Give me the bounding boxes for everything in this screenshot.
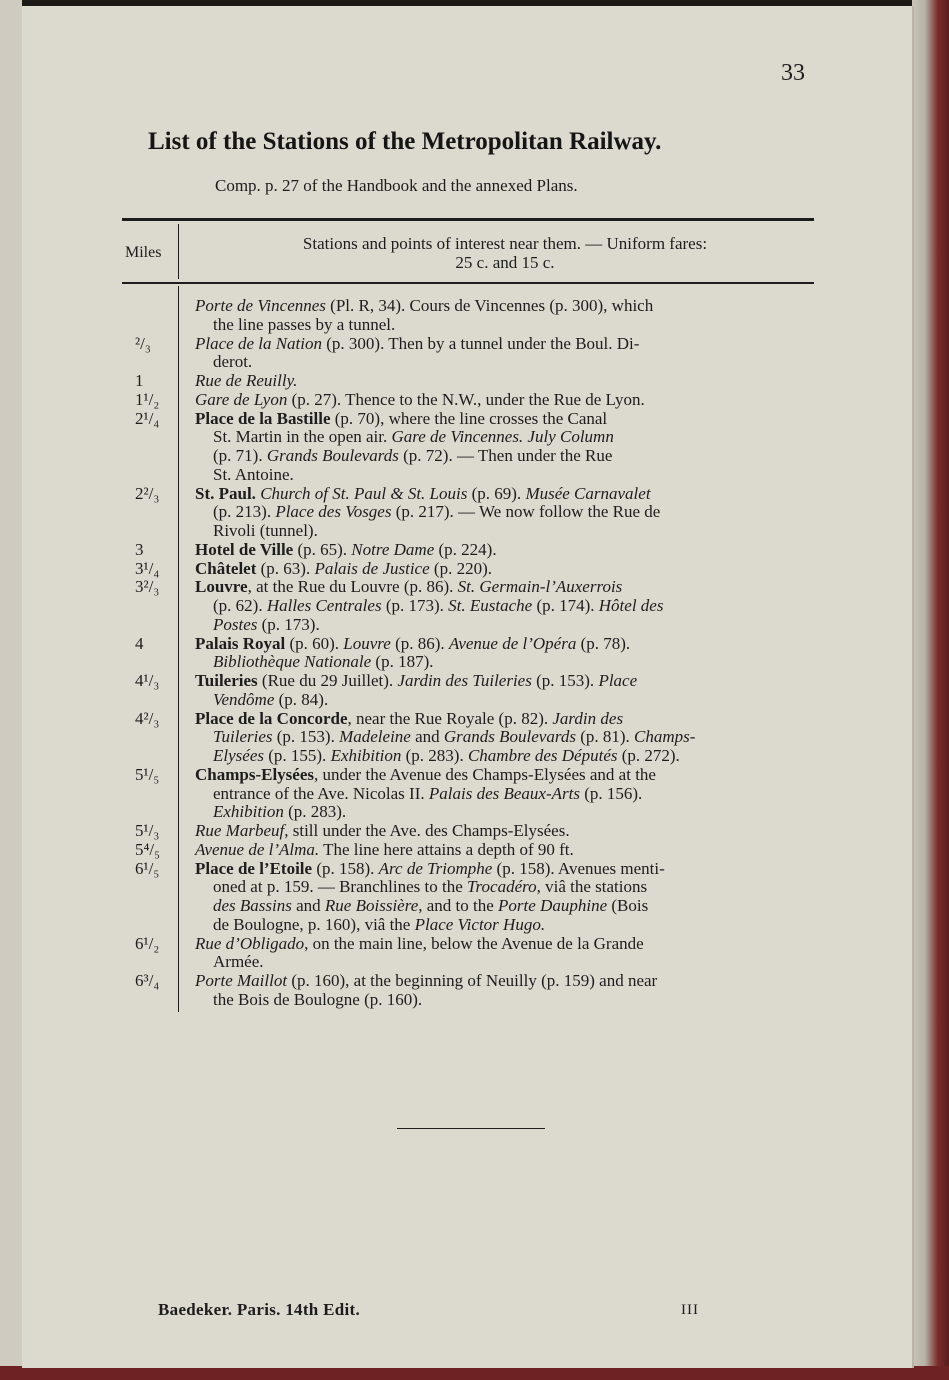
row-miles: 4¹/₃ [135,671,160,690]
row-entry [195,391,814,410]
book-spine-edge [912,0,949,1380]
place-name: Postes [213,614,258,634]
entry-line [195,672,814,691]
row-miles [122,297,178,335]
place-name: Gare de Vincennes. July Column [391,427,614,447]
row-entry [195,860,814,935]
entry-text: , at the Rue du Louvre (p. 86). [247,577,458,597]
header-stations-line1: Stations and points of interest near them. — Uniform fares: [302,234,708,253]
place-name: Rue d’Obligado [195,933,305,953]
place-name: St. Germain-l’Auxerrois [457,577,623,597]
entry-line [195,597,814,616]
row-miles: 2²/₃ [135,483,160,503]
entry-text: (p. 153). [272,727,340,747]
table-row [122,822,814,841]
table-row [122,635,814,673]
entry-line [195,878,814,897]
place-name: Champs- [634,727,696,747]
entry-text: (p. 217). — We now follow the Rue de [391,502,661,522]
row-miles: 1 [135,371,144,390]
place-name: Madeleine [339,727,411,747]
place-name: Place [598,671,638,690]
table-row [122,410,814,485]
row-entry [195,485,814,541]
entry-text: (p. 65). [293,539,352,559]
entry-line [195,972,814,991]
place-name: Louvre [343,633,391,653]
row-entry [195,335,814,373]
table-row [122,972,814,1010]
entry-text: (p. 158). Avenues menti- [492,858,665,878]
entry-text: and [410,727,444,747]
entry-text: (p. 62). [213,596,267,615]
entry-line [195,372,814,391]
entry-text: de Boulogne, p. 160), viâ the [213,914,415,934]
station-name: Place de la Concorde [195,708,348,728]
entry-text: entrance of the Ave. Nicolas II. [213,783,429,803]
table-row [122,372,814,391]
stations-table [122,297,814,1010]
entry-line [195,822,814,841]
entry-line [195,691,814,710]
entry-line [195,710,814,729]
place-name: des Bassins [213,896,292,915]
header-miles: Miles [125,244,162,261]
entry-text: the Bois de Boulogne (p. 160). [213,989,423,1009]
entry-text: Armée. [213,952,264,972]
row-entry [195,935,814,973]
place-name: Arc de Triomphe [378,858,493,878]
entry-line [195,616,814,635]
header-stations-line2: 25 c. and 15 c. [455,253,555,272]
place-name: Chambre des Députés [467,746,618,765]
table-row [122,485,814,541]
row-miles: ²/₃ [135,333,151,353]
entry-line [195,728,814,747]
entry-text: (Rue du 29 Juillet). [257,671,398,690]
place-name: Hôtel des [598,596,664,615]
place-name: Exhibition [330,746,402,765]
place-name: Exhibition [213,802,284,822]
entry-line [195,485,814,504]
entry-text: (p. 27). Thence to the N.W., under the Rue de Lyon. [287,389,645,409]
place-name: Porte de Vincennes [195,296,326,315]
entry-line [195,503,814,522]
table-row [122,860,814,935]
entry-text: , near the Rue Royale (p. 82). [347,708,553,728]
entry-text: (p. 220). [429,558,492,578]
entry-line [195,316,814,335]
row-miles: 2¹/₄ [135,408,160,428]
entry-line [195,916,814,935]
place-name: Bibliothèque Nationale [213,652,372,672]
station-name: Place de la Bastille [195,408,331,428]
place-name: Porte Maillot [195,971,288,990]
entry-line [195,841,814,860]
header-column-divider [178,224,179,279]
row-entry [195,297,814,335]
table-row [122,766,814,822]
place-name: Elysées [213,746,264,765]
row-miles: 3 [135,539,144,559]
entry-line [195,297,814,316]
entry-line [195,635,814,654]
place-name: Palais de Justice [314,558,430,578]
entry-text: (p. 272). [617,746,680,765]
table-top-rule [122,218,814,221]
place-name: Grands Boulevards [443,727,576,747]
table-row [122,297,814,335]
entry-text: (p. 173). [381,596,449,615]
book-left-edge [0,0,22,1380]
row-miles: 4 [135,633,144,653]
place-name: Trocadéro [467,877,537,897]
entry-line [195,391,814,410]
row-miles: 3²/₃ [135,577,160,597]
table-row [122,710,814,766]
entry-line [195,541,814,560]
entry-text: (p. 156). [579,783,643,803]
entry-text: (p. 213). [213,502,276,522]
footer-signature: III [681,1302,699,1318]
row-miles: 3¹/₄ [135,558,160,578]
entry-line [195,860,814,879]
place-name: Tuileries [213,727,273,747]
entry-line [195,447,814,466]
entry-text: (p. 72). — Then under the Rue [398,446,613,465]
entry-line [195,953,814,972]
entry-text: (p. 84). [274,689,329,709]
section-separator [397,1128,545,1129]
header-stations [196,234,814,272]
place-name: Jardin des Tuileries [397,671,532,690]
table-row [122,335,814,373]
entry-text: (Pl. R, 34). Cours de Vincennes (p. 300), which [325,296,654,315]
entry-text: , and to the [418,896,499,915]
entry-text: (p. 69). [467,483,526,503]
entry-text: St. Martin in the open air. [213,427,392,447]
entry-line [195,766,814,785]
table-header-rule [122,282,814,284]
row-entry [195,372,814,391]
row-entry [195,972,814,1010]
entry-line [195,991,814,1010]
station-name: Hotel de Ville [195,539,294,559]
place-name: Jardin des [552,708,624,728]
station-name: Place de l’Etoile [195,858,313,878]
entry-text: , still under the Ave. des Champs-Elysées. [284,821,570,840]
entry-text: (p. 70), where the line crosses the Canal [330,408,608,428]
station-name: Palais Royal [195,633,286,653]
entry-line [195,522,814,541]
place-name: Church of St. Paul & St. Louis [260,483,468,503]
entry-text: St. Antoine. [213,464,294,484]
entry-line [195,428,814,447]
entry-text: (p. 153). [531,671,599,690]
entry-text: (p. 63). [256,558,315,578]
page-title: List of the Stations of the Metropolitan Railway. [148,128,662,155]
table-row [122,560,814,579]
place-name: Rue Marbeuf [195,821,285,840]
entry-line [195,785,814,804]
entry-line [195,653,814,672]
table-row [122,391,814,410]
place-name: Vendôme [213,689,275,709]
table-row [122,935,814,973]
table-row [122,841,814,860]
book-bottom-edge [0,1366,949,1380]
row-entry [195,578,814,634]
place-name: Musée Carnavalet [525,483,651,503]
place-name: Avenue de l’Alma. [195,839,320,859]
page-number: 33 [781,60,805,86]
row-entry [195,410,814,485]
entry-text: (Bois [607,896,649,915]
entry-text: (p. 78). [576,633,631,653]
entry-text: (p. 81). [575,727,635,747]
entry-text: (p. 86). [390,633,449,653]
entry-text: Rivoli (tunnel). [213,521,318,540]
row-entry [195,672,814,710]
entry-text: (p. 155). [263,746,331,765]
station-name: Châtelet [195,558,257,578]
row-entry [195,710,814,766]
place-name: Halles Centrales [266,596,382,615]
page-subtitle: Comp. p. 27 of the Handbook and the annexed Plans. [215,176,578,195]
place-name: Place des Vosges [275,502,392,522]
row-entry [195,822,814,841]
entry-text: (p. 300). Then by a tunnel under the Boul. Di- [322,333,640,353]
entry-text: The line here attains a depth of 90 ft. [319,839,574,859]
place-name: Grands Boulevards [266,446,399,465]
entry-line [195,466,814,485]
entry-text: (p. 283). [283,802,347,822]
entry-line [195,803,814,822]
row-miles: 6¹/₂ [135,933,160,953]
place-name: Place Victor Hugo. [414,914,546,934]
table-row [122,672,814,710]
row-entry [195,541,814,560]
row-entry [195,841,814,860]
station-name: Louvre [195,577,248,597]
place-name: Rue Boissière [324,896,419,915]
row-entry [195,560,814,579]
station-name: Champs-Elysées [195,764,315,784]
entry-text: (p. 224). [434,539,497,559]
row-miles: 5¹/₅ [135,764,160,784]
place-name: Porte Dauphine [498,896,608,915]
table-row [122,541,814,560]
entry-line [195,353,814,372]
entry-line [195,335,814,354]
row-miles: 1¹/₂ [135,389,160,409]
entry-text: oned at p. 159. — Branchlines to the [213,877,468,897]
place-name: Palais des Beaux-Arts [428,783,580,803]
place-name: Notre Dame [351,539,435,559]
station-name: St. Paul. [195,483,256,503]
row-miles: 6¹/₅ [135,858,160,878]
place-name: Gare de Lyon [195,389,288,409]
row-miles: 4²/₃ [135,708,160,728]
entry-text: and [291,896,325,915]
entry-text: the line passes by a tunnel. [213,314,396,334]
entry-line [195,897,814,916]
entry-text: (p. 71). [213,446,267,465]
entry-text: (p. 174). [532,596,599,615]
entry-line [195,935,814,954]
entry-text: derot. [213,352,253,372]
station-name: Tuileries [195,671,258,690]
entry-text: (p. 160), at the beginning of Neuilly (p. 159) and near [287,971,658,990]
entry-text: (p. 187). [371,652,434,672]
entry-text: (p. 60). [285,633,344,653]
row-entry [195,766,814,822]
entry-line [195,410,814,429]
row-miles: 6³/₄ [135,971,160,990]
place-name: St. Eustache [448,596,533,615]
footer-imprint: Baedeker. Paris. 14th Edit. [158,1300,361,1319]
row-miles: 5⁴/₅ [135,839,161,859]
row-miles: 5¹/₃ [135,821,160,840]
entry-text: (p. 158). [312,858,379,878]
row-entry [195,635,814,673]
place-name: Place de la Nation [195,333,323,353]
entry-line [195,560,814,579]
entry-text: , viâ the stations [536,877,648,897]
entry-text: (p. 173). [257,614,320,634]
place-name: Avenue de l’Opéra [448,633,577,653]
entry-line [195,747,814,766]
entry-text: (p. 283). [401,746,468,765]
entry-line [195,578,814,597]
place-name: Rue de Reuilly. [195,371,298,390]
entry-text: , on the main line, below the Avenue de la Grande [304,933,644,953]
entry-text: , under the Avenue des Champs-Elysées and at the [314,764,656,784]
table-row [122,578,814,634]
